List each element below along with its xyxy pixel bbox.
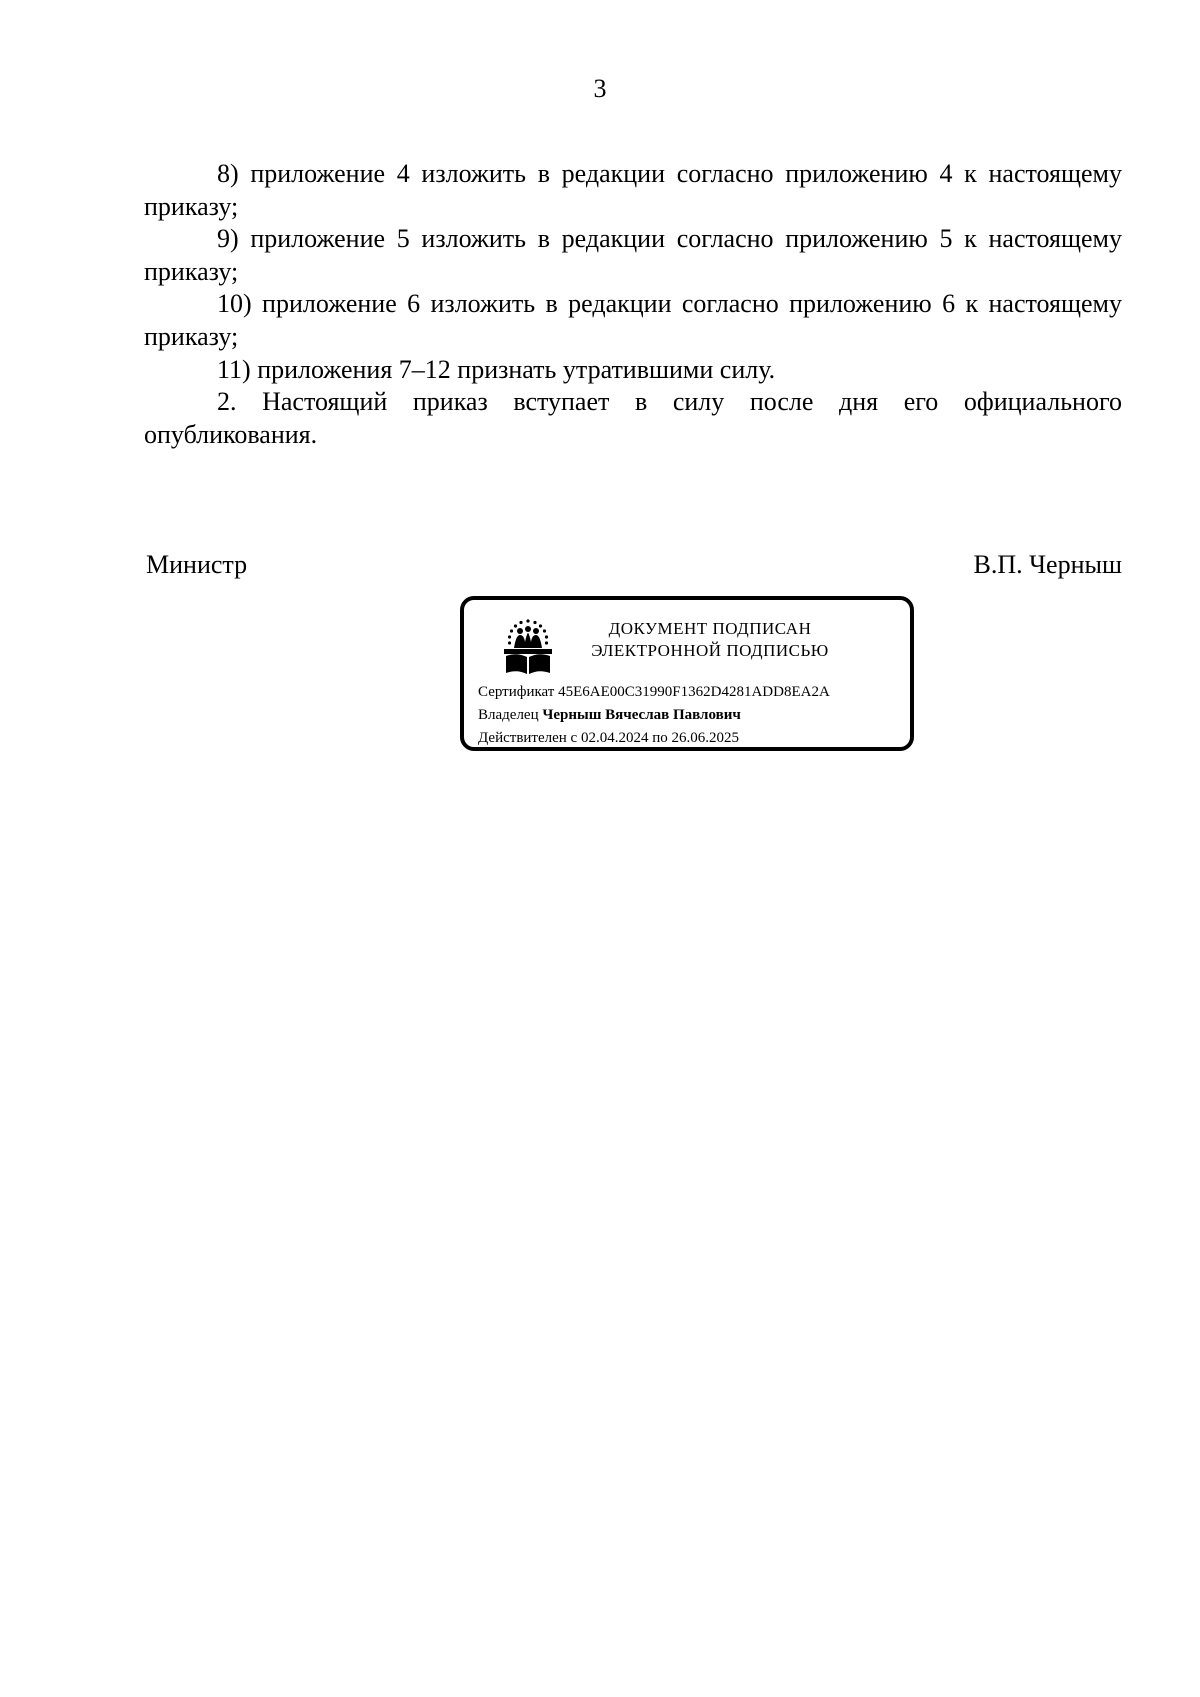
paragraph-item-8: 8) приложение 4 изложить в редакции согласно приложению 4 к настоящему приказу; xyxy=(144,159,1122,221)
owner-label: Владелец xyxy=(478,707,539,723)
paragraph-item-11: 11) приложения 7–12 признать утратившими силу. xyxy=(217,354,776,384)
valid-from: 02.04.2024 xyxy=(580,730,649,746)
page-number: 3 xyxy=(593,74,607,103)
stamp-certificate xyxy=(478,682,830,702)
valid-to-label: по xyxy=(652,730,668,746)
paragraph-item-10: 10) приложение 6 изложить в редакции согласно приложению 6 к настоящему приказу; xyxy=(144,289,1122,351)
stamp-heading-line1: ДОКУМЕНТ ПОДПИСАН xyxy=(608,619,812,638)
owner-value: Черныш Вячеслав Павлович xyxy=(542,707,741,723)
document-body xyxy=(144,158,1122,451)
stamp-owner xyxy=(478,705,741,725)
stamp-validity xyxy=(478,728,739,748)
certificate-label: Сертификат xyxy=(478,684,555,700)
electronic-signature-stamp xyxy=(460,596,914,751)
valid-label: Действителен с xyxy=(478,730,578,746)
stamp-heading-line2: ЭЛЕКТРОННОЙ ПОДПИСЬЮ xyxy=(591,641,829,660)
certificate-value: 45E6AE00C31990F1362D4281ADD8EA2A xyxy=(558,684,830,700)
valid-to: 26.06.2025 xyxy=(671,730,739,746)
paragraph-effective-date: 2. Настоящий приказ вступает в силу после дня его официального опубликования. xyxy=(144,387,1122,449)
regional-emblem-icon xyxy=(500,618,556,676)
stamp-heading xyxy=(580,618,840,662)
paragraph-item-9: 9) приложение 5 изложить в редакции согласно приложению 5 к настоящему приказу; xyxy=(144,224,1122,286)
signer-name: В.П. Черныш xyxy=(973,550,1122,579)
signer-title: Министр xyxy=(146,550,248,579)
